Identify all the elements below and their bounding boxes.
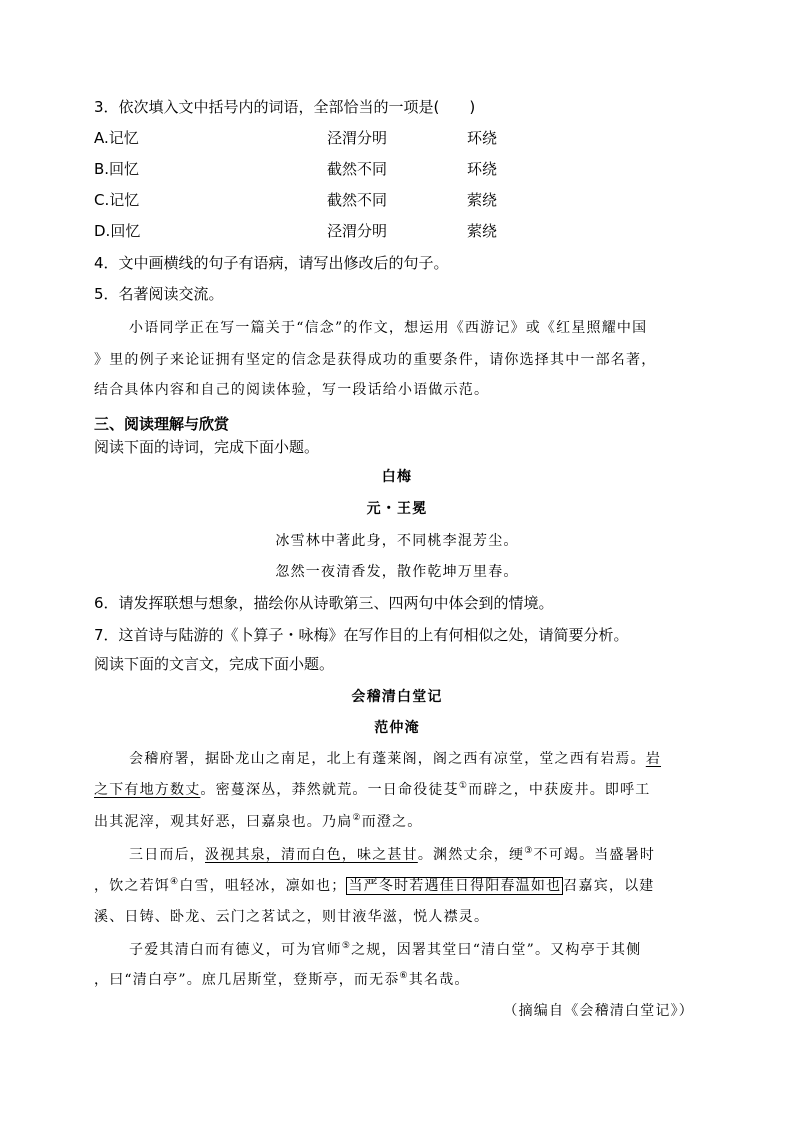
footnote-marker-2: ② [352,813,362,823]
q5-para-line-1: 小语同学正在写一篇关于“信念”的作文，想运用《西游记》或《红星照耀中国 [129,320,648,336]
option-b-label: B.回忆 [94,160,140,178]
prose-p1-line-1 [129,749,661,769]
option-c [94,190,498,210]
option-d-word3: 萦绕 [467,222,498,240]
prose-text: 会稽府署，据卧龙山之南足，北上有蓬莱阁，阁之西有凉堂，堂之西有岩焉。 [129,751,646,767]
prose-p1-line-2 [94,780,651,800]
poem-title: 白梅 [381,469,413,485]
prose-text: 白雪，咀轻冰，凛如也； [179,878,347,894]
footnote-marker-6: ⑥ [399,971,409,981]
question-3-stem: 3．依次填入文中括号内的词语，全部恰当的一项是( ) [94,98,476,116]
option-c-word2: 截然不同 [327,191,388,209]
option-a-label: A.记忆 [94,129,139,147]
option-a-word2: 泾渭分明 [327,129,388,147]
prose-text: 出其泥滓，观其好恶，曰嘉泉也。乃扃 [94,814,353,830]
option-b [94,159,498,179]
prose-title: 会稽清白堂记 [351,689,443,705]
prose-p2-line-1 [129,845,655,865]
option-c-label: C.记忆 [94,191,140,209]
poem-line-1: 冰雪林中著此身，不同桃李混芳尘。 [275,533,519,549]
prose-text: 三日而后， [129,847,205,863]
poem-intro: 阅读下面的诗词，完成下面小题。 [94,438,320,456]
q5-para-line-2: 》里的例子来论证拥有坚定的信念是获得成功的重要条件，请你选择其中一部名著， [94,352,657,368]
prose-text: 之规，因署其堂曰“清白堂”。又构亭于其侧 [351,942,642,958]
underlined-sentence: 之下有地方数丈 [94,782,201,798]
option-b-word3: 环绕 [467,160,498,178]
section-3-heading: 三、阅读理解与欣赏 [94,415,230,433]
prose-text: 。渊然丈余，绠 [417,847,525,863]
boxed-sentence: 当严冬时若遇佳日得阳春温如也 [348,878,562,894]
option-d-word2: 泾渭分明 [327,222,388,240]
footnote-marker-1: ① [458,781,469,791]
prose-text: 召嘉宾，以建 [563,878,655,894]
prose-text: 而澄之。 [361,814,423,830]
footnote-marker-4: ④ [170,877,180,887]
option-a-word3: 环绕 [467,129,498,147]
prose-text: 其名哉。 [408,972,470,988]
prose-text: 子爱其清白而有德义，可为官师 [129,942,342,958]
prose-text: 。密蔓深丛，莽然就荒。一日命役徒芟 [200,782,459,798]
q5-para-line-3: 结合具体内容和自己的阅读体验，写一段话给小语做示范。 [94,382,490,398]
prose-text: 而辟之，中获废井。即呼工 [468,782,651,798]
option-d-label: D.回忆 [94,222,141,240]
prose-text: ，饮之若饵 [94,878,170,894]
question-5: 5．名著阅读交流。 [94,285,224,303]
prose-p2-line-2 [94,876,655,896]
option-c-word3: 萦绕 [467,191,498,209]
question-7: 7．这首诗与陆游的《卜算子・咏梅》在写作目的上有何相似之处，请简要分析。 [94,626,629,644]
prose-p3-line-1 [129,940,641,960]
prose-intro: 阅读下面的文言文，完成下面小题。 [94,655,335,673]
prose-text: ，曰“清白亭”。庶几居斯堂，登斯亭，而无忝 [94,972,400,988]
prose-p2-line-3: 溪、日铸、卧龙、云门之茗试之，则甘液华滋，悦人襟灵。 [94,909,490,925]
footnote-marker-5: ⑤ [341,941,352,951]
question-4: 4．文中画横线的句子有语病，请写出修改后的句子。 [94,254,449,272]
option-d [94,221,498,241]
prose-author: 范仲淹 [374,720,420,736]
prose-p3-line-2 [94,970,470,990]
prose-text: 不可竭。当盛暑时 [533,847,656,863]
underlined-sentence: 岩 [645,751,662,767]
question-6: 6．请发挥联想与想象，描绘你从诗歌第三、四两句中体会到的情境。 [94,594,554,612]
poem-author: 元・王冕 [366,501,428,517]
prose-p1-line-3 [94,812,423,832]
option-a [94,128,498,148]
poem-line-2: 忽然一夜清香发，散作乾坤万里春。 [275,564,519,580]
prose-source: （摘编自《会稽清白堂记》） [503,1003,694,1019]
underlined-sentence: 汲视其泉，清而白色，味之甚甘 [205,847,418,863]
footnote-marker-3: ③ [524,846,534,856]
option-b-word2: 截然不同 [327,160,388,178]
